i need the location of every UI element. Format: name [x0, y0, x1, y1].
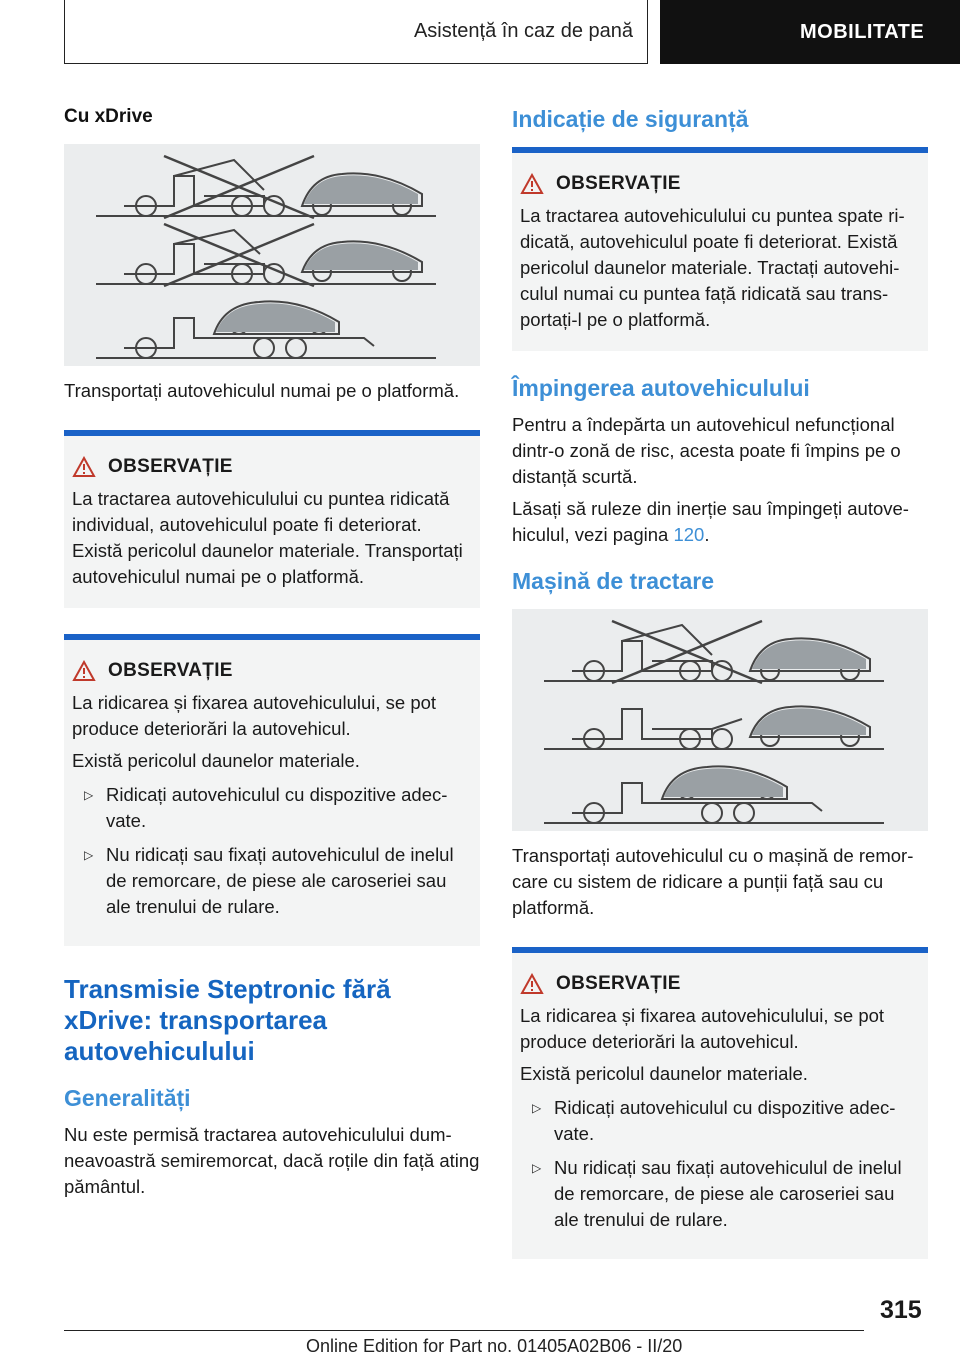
warning-triangle-icon [72, 456, 96, 478]
push-text-1: Pentru a îndepărta un autovehicul nefuncțional dintr-o zonă de risc, acesta poate fi împins pe o distanță scurtă. [512, 414, 901, 487]
warning-title: OBSERVAȚIE [108, 660, 233, 681]
warning-text: Există pericolul daunelor materiale. [72, 750, 360, 771]
heading-safety: Indicație de siguranță [512, 106, 749, 132]
warning-box-3 [512, 147, 928, 351]
list-item: ▷ Ridicați autovehiculul cu dispozitive adecvate. [532, 1097, 896, 1144]
heading-push: Împingerea autovehiculului [512, 375, 810, 401]
warning-triangle-icon [520, 973, 544, 995]
warning-title: OBSERVAȚIE [556, 173, 681, 194]
right-column [512, 100, 928, 1283]
running-header-section [64, 0, 648, 64]
figure-caption-left: Transportați autovehiculul numai pe o platformă. [64, 380, 460, 401]
warning-text: Există pericolul daunelor materiale. [520, 1063, 808, 1084]
bullet-triangle-icon: ▷ [84, 848, 94, 862]
warning-triangle-icon [72, 660, 96, 682]
push-text-2: Lăsați să ruleze din inerție sau împingeți autovehiculul, vezi pagina 120. [512, 498, 909, 545]
list-item: ▷ Ridicați autovehiculul cu dispozitive adecvate. [84, 784, 448, 831]
warning-triangle-icon [520, 173, 544, 195]
left-column [64, 100, 480, 1200]
warning-text: La tractarea autovehiculului cu puntea ridicată individual, autovehiculul poate fi deteriorat. Există pericolul daunelor materiale. Transportați autovehiculul numai pe o platformă. [72, 488, 463, 587]
figure-caption-right: Transportați autovehiculul cu o mașină de remorcare cu sistem de ridicare a punții față sau cu platformă. [512, 845, 914, 918]
warning-title: OBSERVAȚIE [108, 456, 233, 477]
warning-text: La ridicarea și fixarea autovehiculului, se pot produce deteriorări la autovehicul. [72, 692, 437, 739]
heading-xdrive: Cu xDrive [64, 106, 153, 127]
tow-illustration [512, 609, 928, 831]
heading-general: Generalități [64, 1085, 191, 1111]
running-header-chapter [660, 0, 960, 64]
warning-title: OBSERVAȚIE [556, 973, 681, 994]
chapter-title: MOBILITATE [800, 20, 925, 43]
warning-list [520, 1095, 920, 1233]
warning-text: La tractarea autovehiculului cu puntea spate ridicată, autovehiculul poate fi deteriorat. Există pericolul daunelor materiale. Tractați autovehiculul numai cu puntea față ridicată sau transportați-l pe o platformă. [520, 205, 905, 330]
list-item: ▷ Nu ridicați sau fixați autovehiculul de inelul de remorcare, de piese ale caroseriei sau ale trenului de rulare. [84, 844, 454, 917]
bullet-triangle-icon: ▷ [532, 1161, 542, 1175]
footer-edition: Online Edition for Part no. 01405A02B06 - II/20 [306, 1336, 683, 1356]
bullet-triangle-icon: ▷ [84, 788, 94, 802]
warning-box-1 [64, 430, 480, 608]
section-title: Asistență în caz de pană [413, 20, 633, 42]
list-item: ▷ Nu ridicați sau fixați autovehiculul de inelul de remorcare, de piese ale caroseriei sau ale trenului de rulare. [532, 1157, 902, 1230]
general-text: Nu este permisă tractarea autovehiculului dumneavoastră semiremorcat, dacă roțile din față ating pământul. [64, 1124, 480, 1197]
page-number: 315 [880, 1296, 922, 1324]
heading-steptronic: Transmisie Steptronic fără xDrive: transportarea autovehiculului [64, 974, 391, 1066]
warning-list [72, 782, 472, 920]
warning-text: La ridicarea și fixarea autovehiculului, se pot produce deteriorări la autovehicul. [520, 1005, 885, 1052]
warning-box-4 [512, 947, 928, 1259]
page-reference-link[interactable]: 120 [673, 524, 705, 545]
footer-divider [64, 1330, 864, 1331]
heading-tow: Mașină de tractare [512, 568, 714, 594]
warning-box-2 [64, 634, 480, 946]
tow-illustration [64, 144, 480, 366]
bullet-triangle-icon: ▷ [532, 1101, 542, 1115]
towing-figure-xdrive [64, 144, 480, 366]
towing-figure-truck [512, 609, 928, 831]
